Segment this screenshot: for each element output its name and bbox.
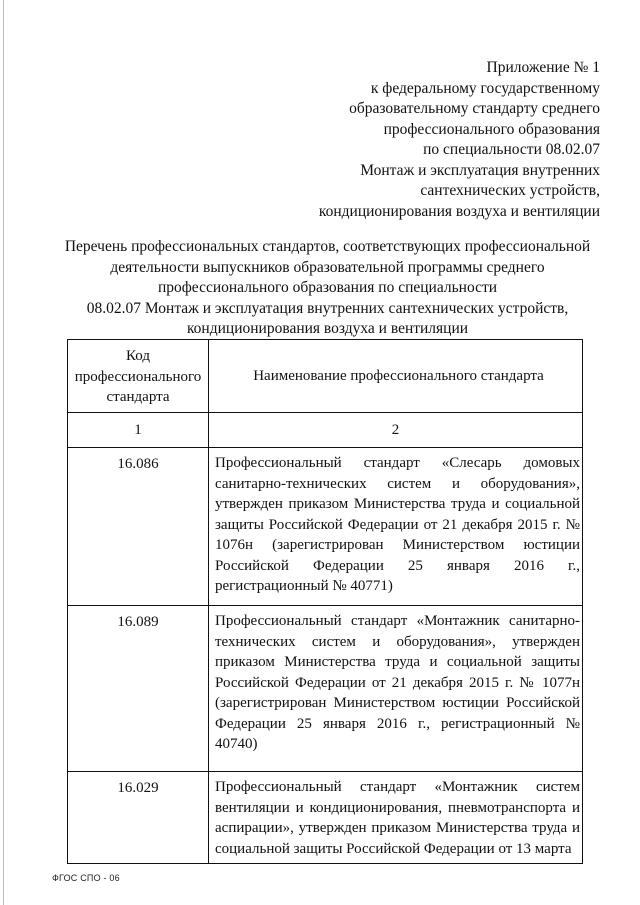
appendix-line: образовательному стандарту среднего <box>349 100 600 117</box>
document-title <box>55 237 600 340</box>
appendix-line: профессионального образования <box>383 120 600 138</box>
title-line: профессионального образования по специальности <box>157 279 498 296</box>
appendix-line: сантехнических устройств, <box>420 182 600 199</box>
appendix-header <box>260 58 600 222</box>
title-line: деятельности выпускников образовательной программы среднего <box>110 258 545 276</box>
header-code-line: стандарта <box>106 389 170 406</box>
standards-table <box>67 339 583 864</box>
standard-name: Профессиональный стандарт «Слесарь домовых санитарно-технических систем и оборудования», утвержден приказом Министерства труда и социальной защиты Российской Федерации от 21 декабря 2015 г. № 1076н (зарегистрирован Министерством юстиции Российской Федерации 25 января 2016 г., регистрационный № 40771) <box>209 448 583 606</box>
title-line: кондиционирования воздуха и вентиляции <box>186 320 469 337</box>
table-header-row <box>68 340 583 413</box>
standard-code: 16.029 <box>68 772 209 864</box>
standard-code: 16.086 <box>68 448 209 606</box>
standard-name: Профессиональный стандарт «Монтажник санитарно-технических систем и оборудования», утвержден приказом Министерства труда и социальной защиты Российской Федерации от 21 декабря 2015 г. № 1077н (зарегистрирован Министерством юстиции Российской Федерации 25 января 2016 г., регистрационный № 40740) <box>209 606 583 772</box>
header-code-line: Код <box>126 348 150 365</box>
appendix-line: по специальности 08.02.07 <box>423 141 600 158</box>
appendix-line: к федеральному государственному <box>370 79 600 97</box>
header-code-cell <box>68 340 209 413</box>
table-row <box>68 606 583 772</box>
table-row <box>68 772 583 864</box>
appendix-line: кондиционирования воздуха и вентиляции <box>318 202 600 220</box>
title-line: 08.02.07 Монтаж и эксплуатация внутренних сантехнических устройств, <box>86 299 569 317</box>
table-row <box>68 448 583 606</box>
header-code-line: профессионального <box>74 368 202 385</box>
column-number: 2 <box>209 413 583 448</box>
column-number: 1 <box>68 413 209 448</box>
standard-name: Профессиональный стандарт «Монтажник систем вентиляции и кондиционирования, пневмотранспорта и аспирации», утвержден приказом Министерства труда и социальной защиты Российской Федерации от 13 марта <box>209 772 583 864</box>
appendix-line: Приложение № 1 <box>486 59 600 76</box>
page-edge-line <box>3 0 4 905</box>
appendix-line: Монтаж и эксплуатация внутренних <box>360 161 600 179</box>
table-number-row <box>68 413 583 448</box>
standard-code: 16.089 <box>68 606 209 772</box>
title-line: Перечень профессиональных стандартов, соответствующих профессиональной <box>64 238 591 255</box>
footer-label: ФГОС СПО - 06 <box>52 873 120 883</box>
header-name-cell: Наименование профессионального стандарта <box>209 340 583 413</box>
